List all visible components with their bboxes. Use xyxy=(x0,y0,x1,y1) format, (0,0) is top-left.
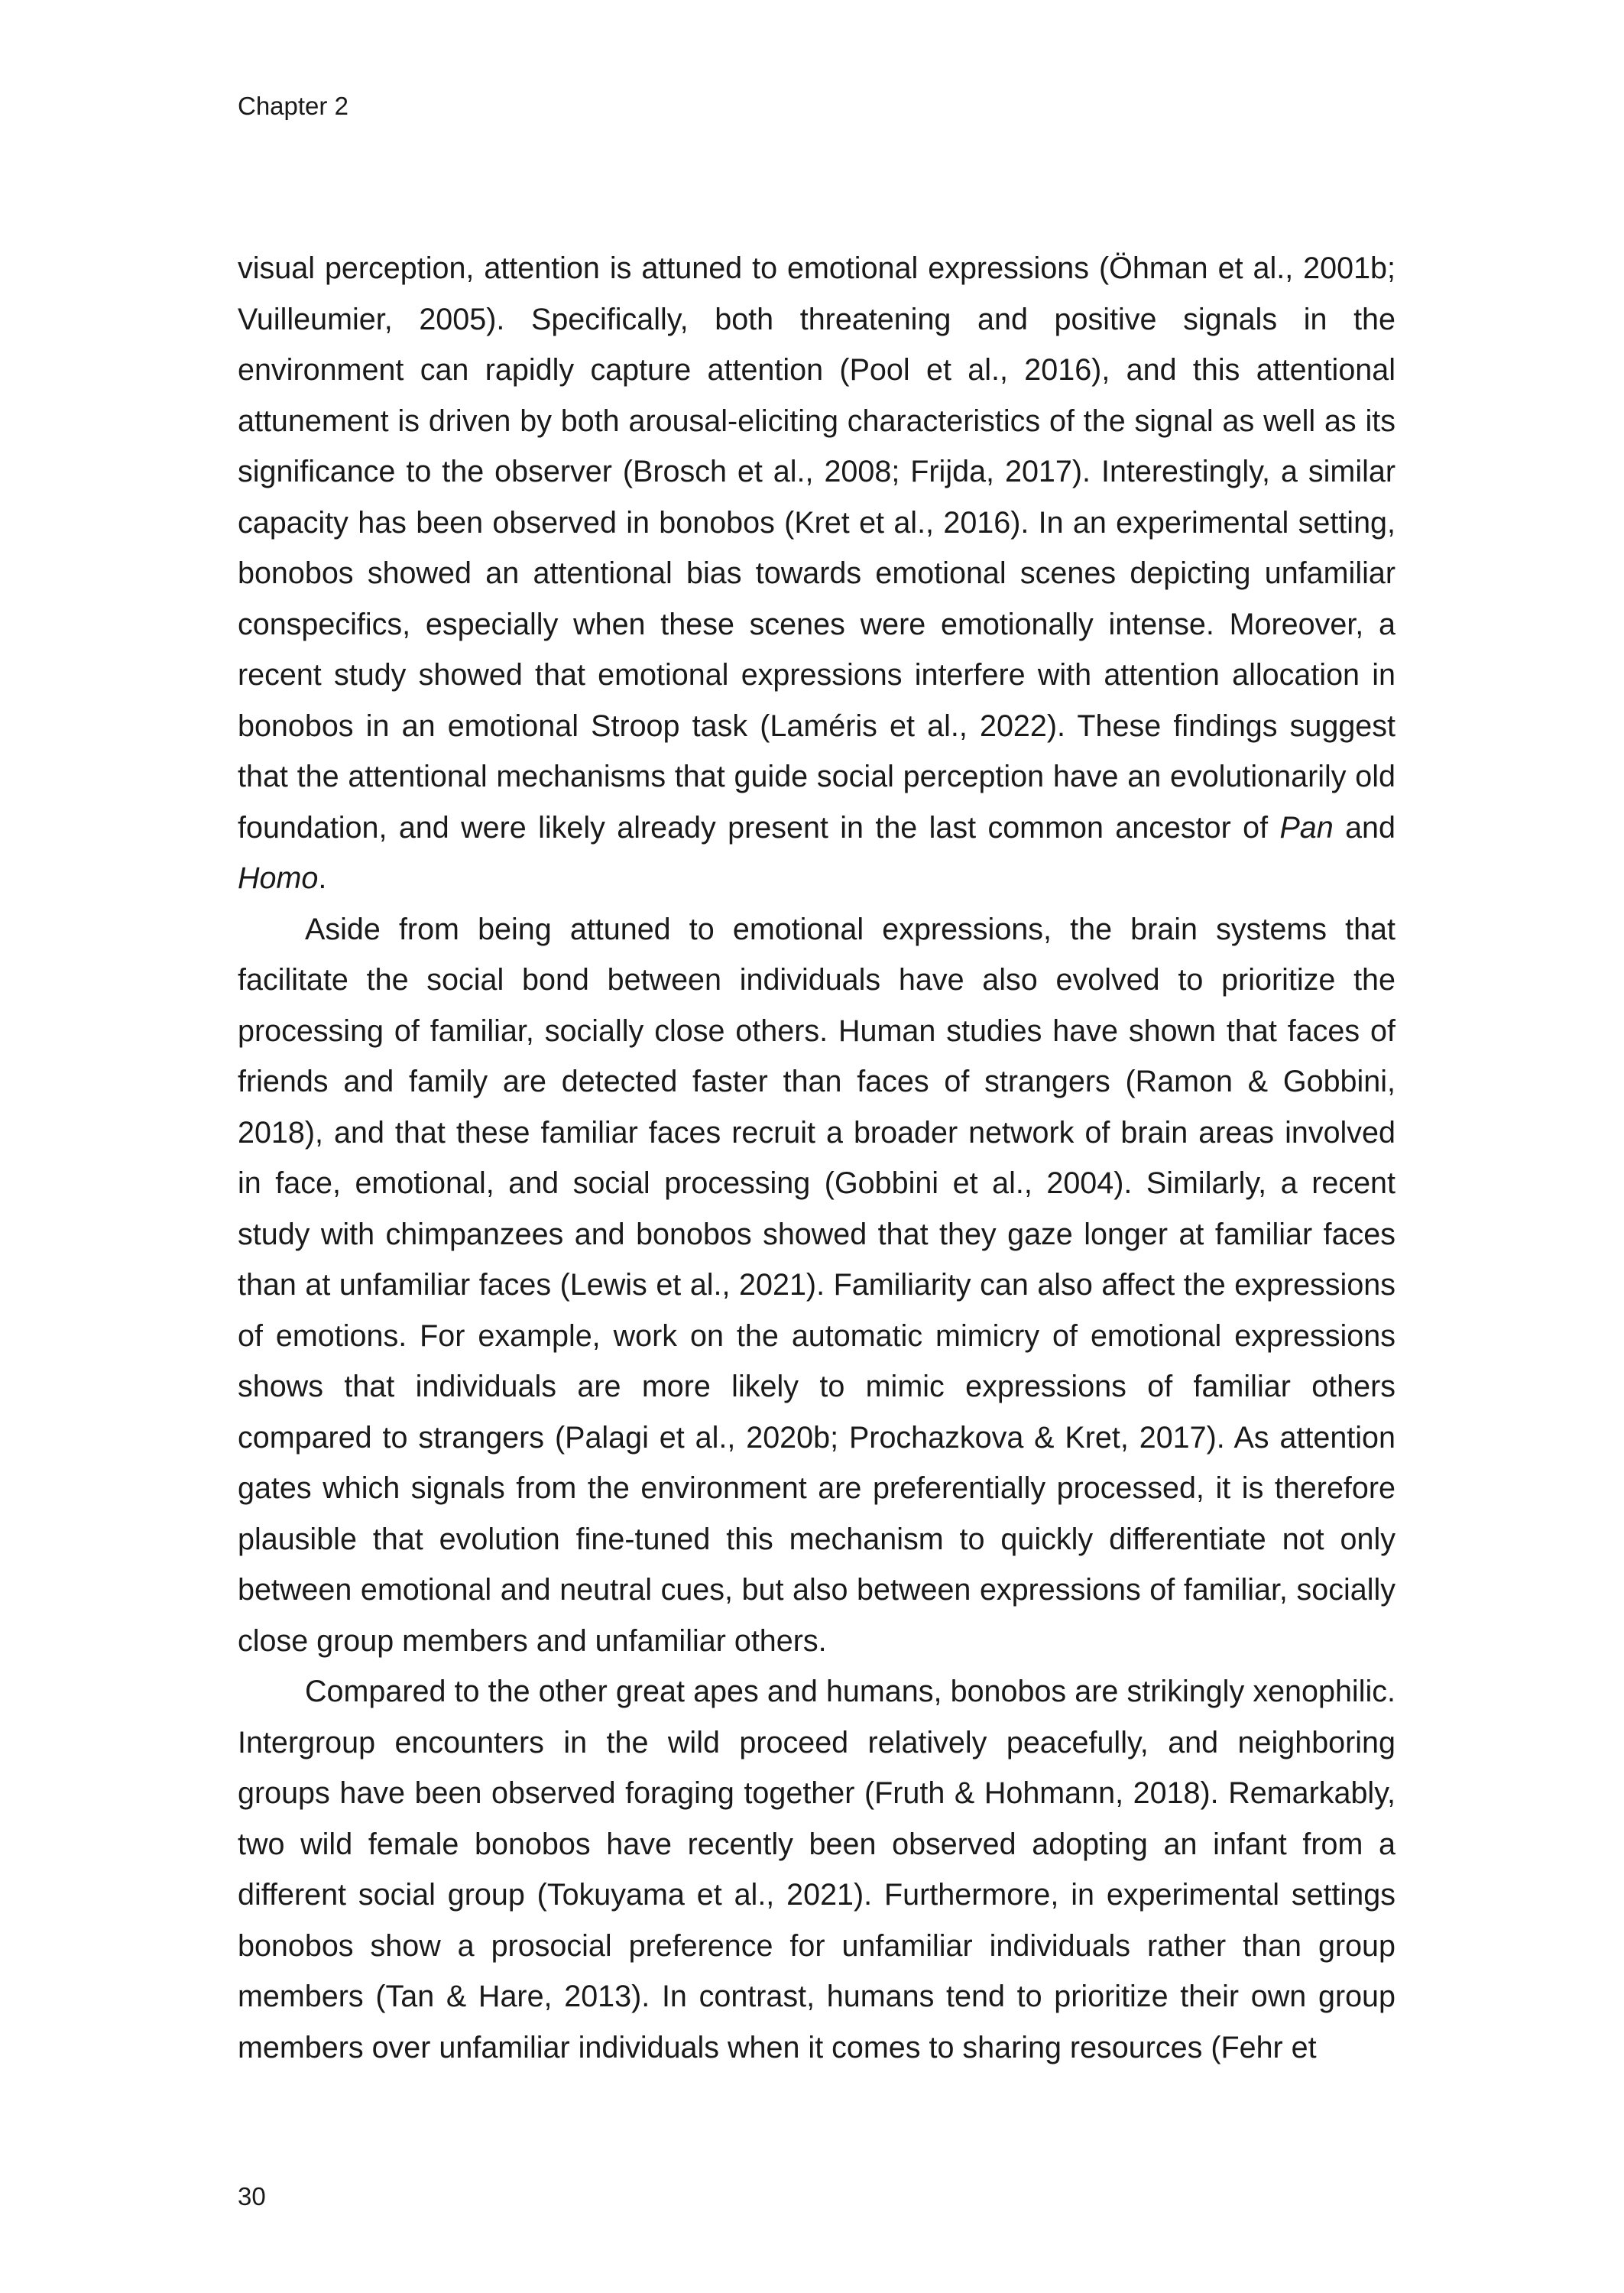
running-head: Chapter 2 xyxy=(238,92,348,120)
paragraph-1-end: . xyxy=(318,861,327,895)
paragraph-3-text: Compared to the other great apes and humans, bonobos are strikingly xenophilic. Intergroup encounters in the wild proceed relatively peacefully, and neighboring groups have been observed foraging together (Fruth & Hohmann, 2018). Remarkably, two wild female bonobos have recently been observed adopting an infant from a different social group (Tokuyama et al., 2021). Furthermore, in experimental settings bonobos show a prosocial preference for unfamiliar individuals rather than group members (Tan & Hare, 2013). In contrast, humans tend to prioritize their own group members over unfamiliar individuals when it comes to sharing resources (Fehr et xyxy=(238,1675,1395,2064)
paragraph-1 xyxy=(238,243,1395,904)
page-number: 30 xyxy=(238,2182,266,2210)
paragraph-1-conjunction: and xyxy=(1333,810,1395,845)
italic-genus-pan: Pan xyxy=(1279,810,1334,845)
body-text xyxy=(238,243,1395,2073)
italic-genus-homo: Homo xyxy=(238,861,319,895)
paragraph-3 xyxy=(238,1666,1395,2073)
paragraph-1-text: visual perception, attention is attuned to emotional expressions (Öhman et al., 2001b; Vuilleumier, 2005). Specifically, both threatening and positive signals in the environment can rapidly capture attention (Pool et al., 2016), and this attentional attunement is driven by both arousal-eliciting characteristics of the signal as well as its significance to the observer (Brosch et al., 2008; Frijda, 2017). Interestingly, a similar capacity has been observed in bonobos (Kret et al., 2016). In an experimental setting, bonobos showed an attentional bias towards emotional scenes depicting unfamiliar conspecifics, especially when these scenes were emotionally intense. Moreover, a recent study showed that emotional expressions interfere with attention allocation in bonobos in an emotional Stroop task (Laméris et al., 2022). These findings suggest that the attentional mechanisms that guide social perception have an evolutionarily old foundation, and were likely already present in the last common ancestor of xyxy=(238,251,1395,845)
paragraph-2 xyxy=(238,904,1395,1667)
paragraph-2-text: Aside from being attuned to emotional expressions, the brain systems that facilitate the social bond between individuals have also evolved to prioritize the processing of familiar, socially close others. Human studies have shown that faces of friends and family are detected faster than faces of strangers (Ramon & Gobbini, 2018), and that these familiar faces recruit a broader network of brain areas involved in face, emotional, and social processing (Gobbini et al., 2004). Similarly, a recent study with chimpanzees and bonobos showed that they gaze longer at familiar faces than at unfamiliar faces (Lewis et al., 2021). Familiarity can also affect the expressions of emotions. For example, work on the automatic mimicry of emotional expressions shows that individuals are more likely to mimic expressions of familiar others compared to strangers (Palagi et al., 2020b; Prochazkova & Kret, 2017). As attention gates which signals from the environment are preferentially processed, it is therefore plausible that evolution fine-tuned this mechanism to quickly differentiate not only between emotional and neutral cues, but also between expressions of familiar, socially close group members and unfamiliar others. xyxy=(238,912,1395,1658)
